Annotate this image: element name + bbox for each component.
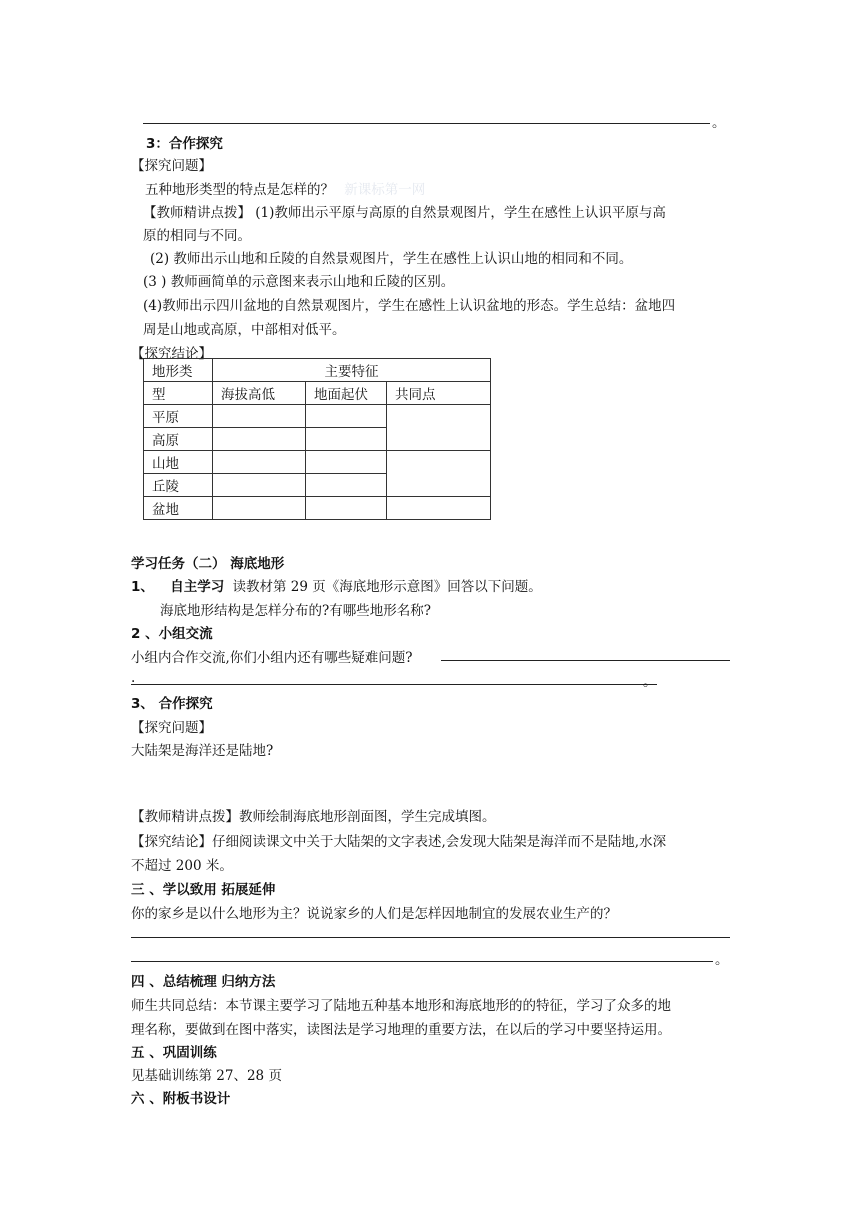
guide-line-1: 【教师精讲点拨】 (1)教师出示平原与高原的自然景观图片，学生在感性上认识平原与高 bbox=[143, 205, 666, 221]
table-row-label: 盆地 bbox=[144, 497, 213, 520]
table-cell bbox=[213, 497, 306, 520]
table-row-label: 山地 bbox=[144, 451, 213, 474]
table-cell bbox=[306, 474, 387, 497]
task2-conclusion-line-2: 不超过 200 米。 bbox=[131, 858, 233, 874]
step1-question: 海底地形结构是怎样分布的?有哪些地形名称? bbox=[160, 603, 431, 619]
period: 。 bbox=[643, 674, 657, 690]
table-cell bbox=[213, 428, 306, 451]
guide-point-4-line-2: 周是山地或高原，中部相对低平。 bbox=[143, 322, 346, 338]
guide-point-4-line-1: (4)教师出示四川盆地的自然景观图片，学生在感性上认识盆地的形态。学生总结：盆地四 bbox=[143, 298, 676, 314]
table-cell-common bbox=[387, 451, 491, 497]
sec5-text: 见基础训练第 27、28 页 bbox=[131, 1068, 282, 1084]
table-cell bbox=[213, 451, 306, 474]
period: 。 bbox=[715, 952, 729, 968]
table-col-common: 共同点 bbox=[387, 382, 491, 405]
answer-line bbox=[131, 684, 657, 685]
table-row-label: 平原 bbox=[144, 405, 213, 428]
step2-title: 2 、小组交流 bbox=[131, 626, 213, 642]
answer-line bbox=[143, 123, 710, 124]
question-text bbox=[145, 178, 425, 198]
sec4-title: 四 、总结梳理 归纳方法 bbox=[131, 974, 276, 990]
task2-title: 学习任务（二） 海底地形 bbox=[131, 556, 285, 572]
watermark-text: 新课标第一网 bbox=[344, 182, 426, 198]
table-col-altitude: 海拔高低 bbox=[213, 382, 306, 405]
table-cell bbox=[306, 451, 387, 474]
table-head-terrain-1: 地形类 bbox=[144, 359, 213, 382]
table-cell bbox=[306, 497, 387, 520]
task2-conclusion-line-1: 【探究结论】仔细阅读课文中关于大陆架的文字表述,会发现大陆架是海洋而不是陆地,水深 bbox=[131, 834, 667, 850]
guide-point-3: (3 ) 教师画简单的示意图来表示山地和丘陵的区别。 bbox=[143, 274, 455, 290]
table-cell bbox=[306, 405, 387, 428]
answer-line bbox=[131, 937, 730, 938]
step3-tag: 【探究问题】 bbox=[131, 720, 212, 736]
table-cell bbox=[213, 405, 306, 428]
table-cell bbox=[306, 428, 387, 451]
step2-text: 小组内合作交流,你们小组内还有哪些疑难问题? bbox=[131, 650, 413, 666]
table-head-main: 主要特征 bbox=[213, 359, 491, 382]
table-cell bbox=[213, 474, 306, 497]
table-row-label: 高原 bbox=[144, 428, 213, 451]
sec5-title: 五 、巩固训练 bbox=[131, 1045, 217, 1061]
dot: . bbox=[131, 670, 136, 686]
step3-question: 大陆架是海洋还是陆地? bbox=[131, 743, 274, 759]
table-row-label: 丘陵 bbox=[144, 474, 213, 497]
conclusion-tag: 【探究结论】 bbox=[131, 346, 212, 362]
section-heading: 3：合作探究 bbox=[146, 136, 223, 152]
guide-line-2: 原的相同与不同。 bbox=[143, 228, 251, 244]
step1-title: 自主学习 bbox=[170, 579, 225, 595]
sec4-line-1: 师生共同总结：本节课主要学习了陆地五种基本地形和海底地形的的特征，学习了众多的地 bbox=[131, 998, 671, 1014]
period: 。 bbox=[712, 115, 726, 131]
question: 五种地形类型的特点是怎样的？ bbox=[145, 182, 334, 198]
table-col-relief: 地面起伏 bbox=[306, 382, 387, 405]
table-cell bbox=[387, 497, 491, 520]
sec6-title: 六 、附板书设计 bbox=[131, 1091, 231, 1107]
task2-guide: 【教师精讲点拨】教师绘制海底地形剖面图，学生完成填图。 bbox=[131, 809, 496, 825]
step3-title: 3、 合作探究 bbox=[131, 696, 213, 712]
table-cell-common bbox=[387, 405, 491, 451]
sec4-line-2: 理名称，要做到在图中落实，读图法是学习地理的重要方法，在以后的学习中要坚持运用。 bbox=[131, 1022, 671, 1038]
task2-step1 bbox=[131, 575, 542, 595]
table-head-terrain-2: 型 bbox=[144, 382, 213, 405]
guide-point-2: (2) 教师出示山地和丘陵的自然景观图片，学生在感性上认识山地的相同和不同。 bbox=[150, 251, 633, 267]
question-tag: 【探究问题】 bbox=[131, 158, 212, 174]
answer-line bbox=[131, 961, 713, 962]
sec3-title: 三 、学以致用 拓展延伸 bbox=[131, 882, 276, 898]
step1-number: 1、 bbox=[131, 579, 154, 595]
terrain-table bbox=[143, 358, 491, 520]
sec3-text: 你的家乡是以什么地形为主？说说家乡的人们是怎样因地制宜的发展农业生产的？ bbox=[131, 906, 617, 922]
answer-line bbox=[441, 660, 730, 661]
step1-text: 读教材第 29 页《海底地形示意图》回答以下问题。 bbox=[232, 579, 542, 595]
